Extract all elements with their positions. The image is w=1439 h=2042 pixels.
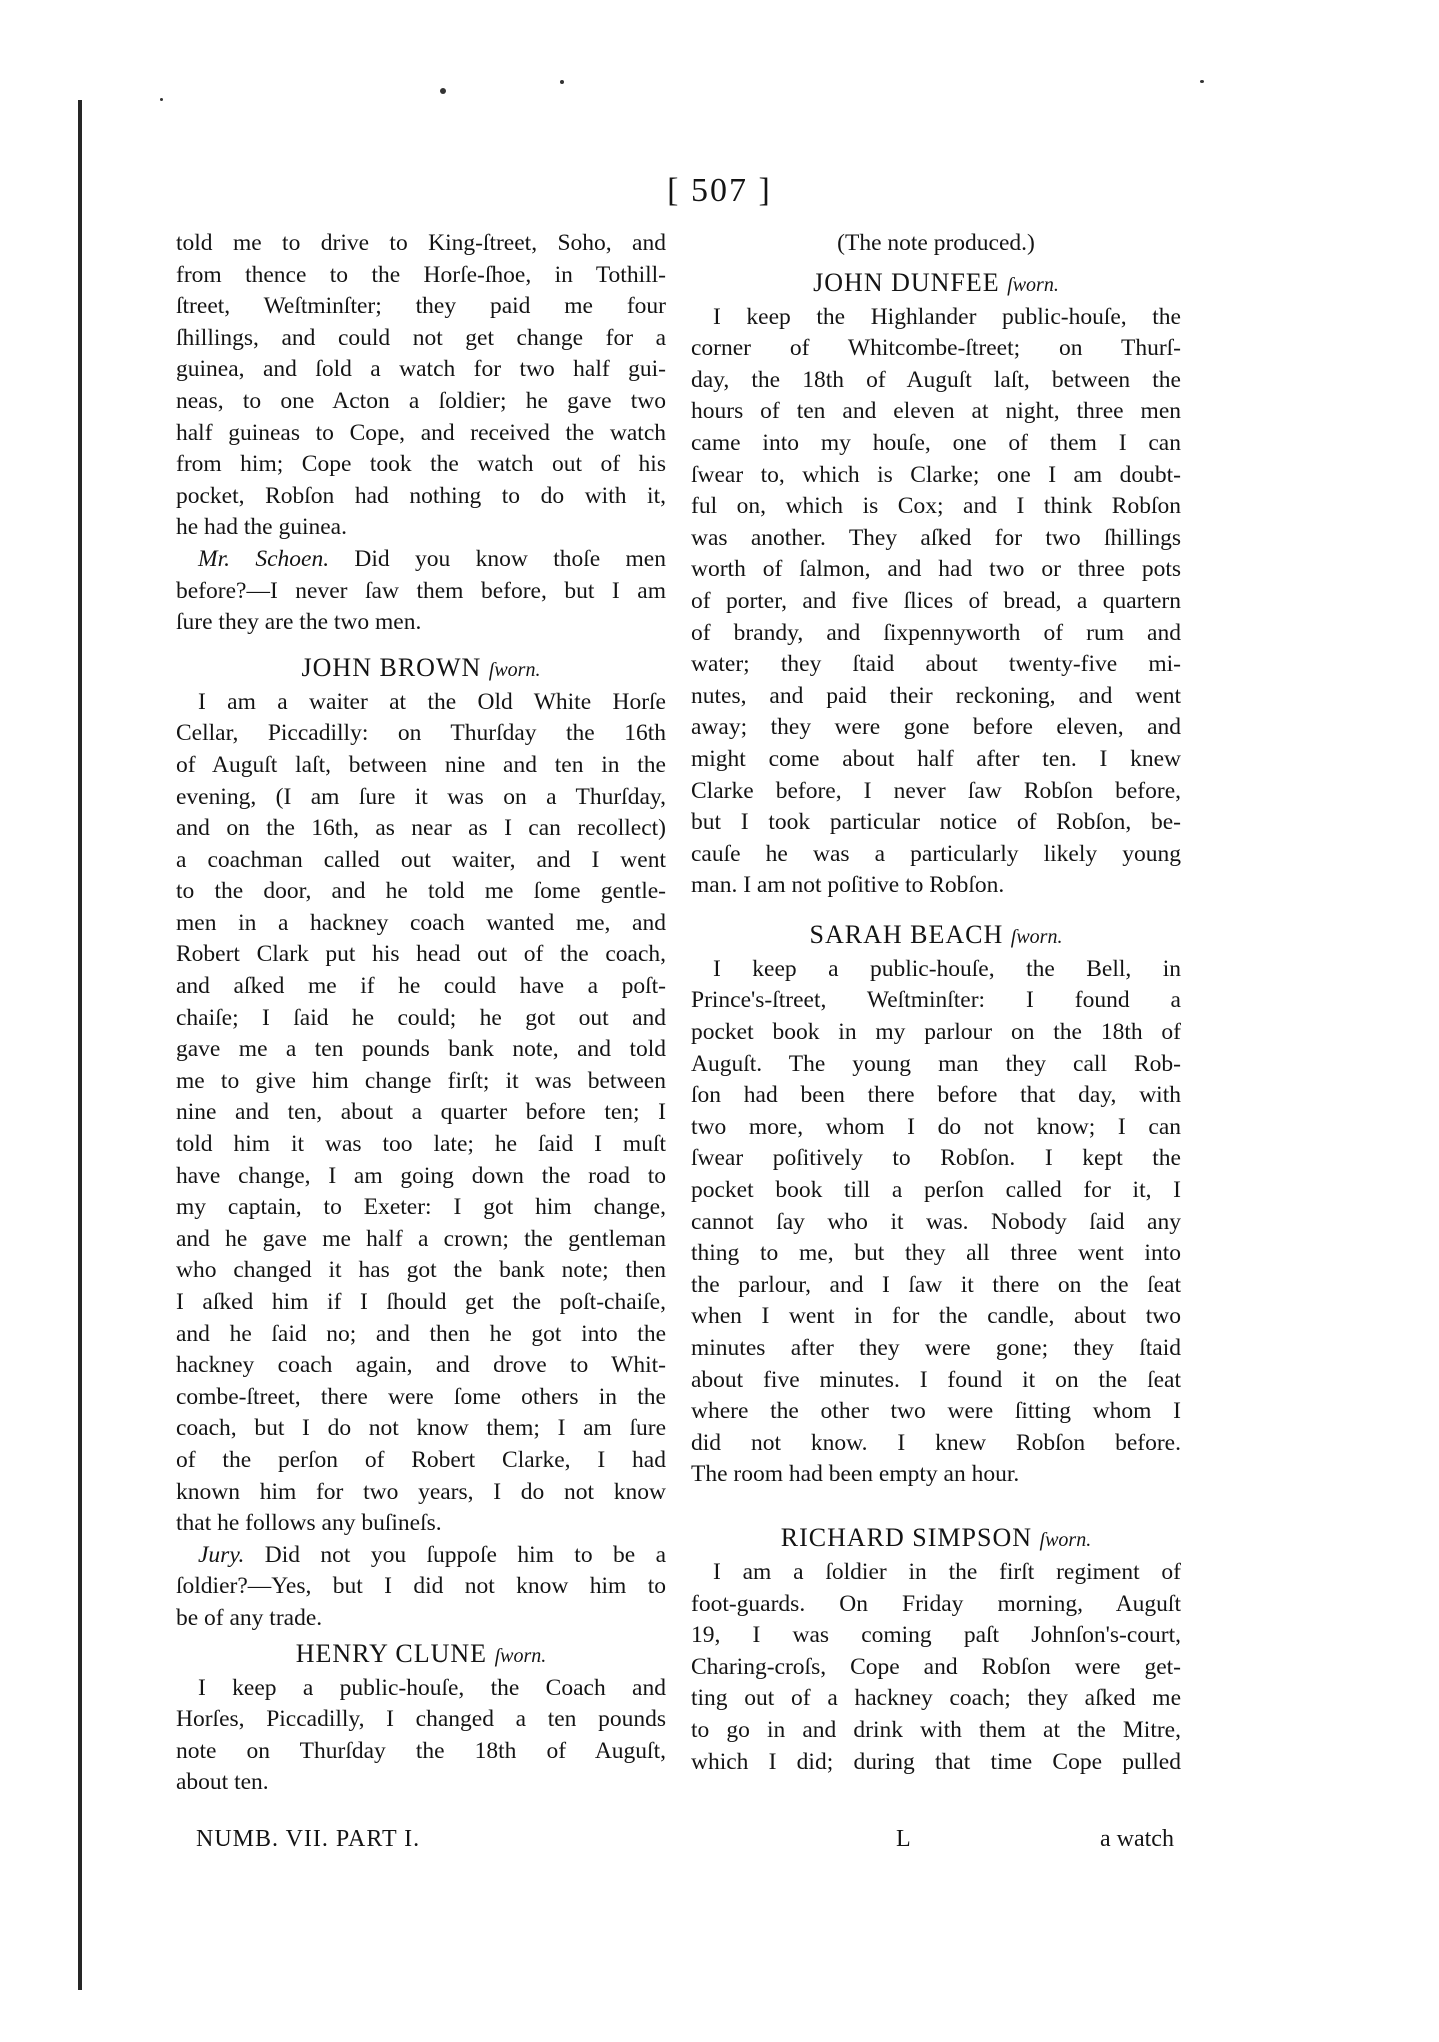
- text-line: thing to me, but they all three went into: [691, 1240, 1181, 1267]
- text-line: about ten.: [176, 1769, 269, 1796]
- text-line: was another. They aſked for two ſhillings: [691, 524, 1181, 551]
- text-line: 19, I was coming paſt Johnſon's-court,: [691, 1622, 1181, 1649]
- text-line: I keep a public-houſe, the Bell, in: [713, 955, 1181, 982]
- witness-name: RICHARD SIMPSON: [780, 1522, 1040, 1552]
- text-line: came into my houſe, one of them I can: [691, 429, 1181, 456]
- opening-paragraph: [176, 228, 666, 544]
- witness-name: HENRY CLUNE: [295, 1638, 495, 1668]
- text-line: day, the 18th of Auguſt laſt, between the: [691, 366, 1181, 393]
- witness-heading: [176, 1635, 666, 1673]
- text-line: nutes, and paid their reckoning, and went: [691, 682, 1181, 709]
- right-column: [691, 228, 1181, 1778]
- witness-heading: [691, 1519, 1181, 1557]
- witness-heading: [691, 264, 1181, 302]
- text-line: [176, 544, 666, 576]
- text-line: Robert Clark put his head out of the coach,: [176, 941, 666, 968]
- testimony-paragraph: [691, 954, 1181, 1491]
- left-column: [176, 228, 666, 1799]
- text-line: the parlour, and I ſaw it there on the ſeat: [691, 1271, 1181, 1298]
- sworn-label: ſworn.: [1039, 1528, 1092, 1551]
- text-line: of brandy, and ſixpennyworth of rum and: [691, 619, 1181, 646]
- signature-line: NUMB. VII. PART I.: [196, 1826, 421, 1852]
- text-line: Auguſt. The young man they call Rob-: [691, 1050, 1181, 1077]
- text-line: Cellar, Piccadilly: on Thurſday the 16th: [176, 720, 666, 747]
- text-line: men in a hackney coach wanted me, and: [176, 909, 666, 936]
- text-line: ſon had been there before that day, with: [691, 1082, 1181, 1109]
- text-line: pocket, Robſon had nothing to do with it,: [176, 482, 666, 509]
- text-line: hours of ten and eleven at night, three men: [691, 398, 1181, 425]
- question-paragraph: [176, 544, 666, 639]
- sworn-label: ſworn.: [1007, 273, 1059, 296]
- text-line: which I did; during that time Cope pulled: [691, 1748, 1181, 1775]
- text-line: I am a waiter at the Old White Horſe: [198, 688, 666, 715]
- signature-mark: L: [896, 1826, 911, 1852]
- text-line: ful on, which is Cox; and I think Robſon: [691, 493, 1181, 520]
- text-line: I am a ſoldier in the firſt regiment of: [713, 1558, 1181, 1585]
- witness-name: SARAH BEACH: [809, 919, 1011, 949]
- text-line: worth of ſalmon, and had two or three pots: [691, 556, 1181, 583]
- text-line: I keep the Highlander public-houſe, the: [713, 303, 1181, 330]
- text-line: half guineas to Cope, and received the watch: [176, 419, 666, 446]
- text-line: I keep a public-houſe, the Coach and: [198, 1674, 666, 1701]
- text-line: who changed it has got the bank note; then: [176, 1257, 666, 1284]
- sworn-label: ſworn.: [1010, 925, 1063, 948]
- text-line: Charing-croſs, Cope and Robſon were get-: [691, 1653, 1181, 1680]
- text-line: that he follows any buſineſs.: [176, 1510, 442, 1537]
- text-line: evening, (I am ſure it was on a Thurſday,: [176, 783, 666, 810]
- text-line: foot-guards. On Friday morning, Auguſt: [691, 1590, 1181, 1617]
- text-line: ſhillings, and could not get change for a: [176, 324, 666, 351]
- testimony-paragraph: [691, 1557, 1181, 1778]
- text-fragment: Did you know thoſe men: [329, 545, 666, 572]
- speaker-label: Mr. Schoen.: [198, 545, 330, 572]
- text-line: corner of Whitcombe-ſtreet; on Thurſ-: [691, 335, 1181, 362]
- text-line: coach, but I do not know them; I am ſure: [176, 1415, 666, 1442]
- text-line: me to give him change firſt; it was between: [176, 1067, 666, 1094]
- text-line: chaiſe; I ſaid he could; he got out and: [176, 1004, 666, 1031]
- sworn-label: ſworn.: [494, 1644, 547, 1667]
- text-line: from thence to the Horſe-ſhoe, in Tothill-: [176, 261, 666, 288]
- text-line: away; they were gone before eleven, and: [691, 714, 1181, 741]
- text-line: note on Thurſday the 18th of Auguſt,: [176, 1737, 666, 1764]
- text-line: Horſes, Piccadilly, I changed a ten pounds: [176, 1706, 666, 1733]
- text-line: he had the guinea.: [176, 514, 347, 541]
- scan-speck: [560, 80, 564, 84]
- text-line: pocket book till a perſon called for it, I: [691, 1177, 1181, 1204]
- text-line: ſwear to, which is Clarke; one I am doubt-: [691, 461, 1181, 488]
- text-line: when I went in for the candle, about two: [691, 1303, 1181, 1330]
- text-line: gave me a ten pounds bank note, and told: [176, 1036, 666, 1063]
- text-line: nine and ten, about a quarter before ten; I: [176, 1099, 666, 1126]
- text-line: known him for two years, I do not know: [176, 1478, 666, 1505]
- scan-speck: [440, 88, 446, 94]
- text-line: pocket book in my parlour on the 18th of: [691, 1019, 1181, 1046]
- note-produced: (The note produced.): [837, 230, 1035, 256]
- text-line: ſtreet, Weſtminſter; they paid me four: [176, 293, 666, 320]
- text-line: before?—I never ſaw them before, but I am: [176, 577, 666, 604]
- text-fragment: Did not you ſuppoſe him to be a: [244, 1541, 666, 1568]
- page-number: [ 507 ]: [667, 172, 772, 209]
- text-line: of Auguſt laſt, between nine and ten in the: [176, 751, 666, 778]
- sworn-label: ſworn.: [488, 658, 541, 681]
- text-line: [176, 1540, 666, 1572]
- text-line: two more, whom I do not know; I can: [691, 1113, 1181, 1140]
- witness-name: JOHN BROWN: [301, 652, 489, 682]
- text-line: ſure they are the two men.: [176, 609, 422, 636]
- text-line: told him it was too late; he ſaid I muſt: [176, 1131, 666, 1158]
- text-line: and he ſaid no; and then he got into the: [176, 1320, 666, 1347]
- catchword: a watch: [1100, 1826, 1174, 1852]
- text-line: neas, to one Acton a ſoldier; he gave two: [176, 387, 666, 414]
- text-line: have change, I am going down the road to: [176, 1162, 666, 1189]
- text-line: The room had been empty an hour.: [691, 1461, 1020, 1488]
- text-line: of porter, and five ſlices of bread, a quartern: [691, 587, 1181, 614]
- text-line: of the perſon of Robert Clarke, I had: [176, 1446, 666, 1473]
- text-line: might come about half after ten. I knew: [691, 745, 1181, 772]
- witness-heading: [176, 649, 666, 687]
- scan-speck: [1200, 80, 1204, 83]
- text-line: told me to drive to King-ſtreet, Soho, and: [176, 230, 666, 256]
- text-line: and he gave me half a crown; the gentleman: [176, 1225, 666, 1252]
- text-line: minutes after they were gone; they ſtaid: [691, 1335, 1181, 1361]
- text-line: cauſe he was a particularly likely young: [691, 840, 1181, 867]
- text-line: cannot ſay who it was. Nobody ſaid any: [691, 1208, 1181, 1235]
- text-line: from him; Cope took the watch out of his: [176, 451, 666, 478]
- text-line: a coachman called out waiter, and I went: [176, 846, 666, 873]
- scan-speck: [160, 98, 163, 101]
- text-line: but I took particular notice of Robſon, be-: [691, 809, 1181, 836]
- text-line: ſoldier?—Yes, but I did not know him to: [176, 1573, 666, 1600]
- testimony-paragraph: [176, 1673, 666, 1799]
- testimony-paragraph: [691, 302, 1181, 902]
- text-line: guinea, and ſold a watch for two half gui-: [176, 356, 666, 383]
- text-line: to go in and drink with them at the Mitre,: [691, 1716, 1181, 1743]
- text-line: water; they ſtaid about twenty-five mi-: [691, 651, 1181, 678]
- scan-edge-line: [78, 100, 82, 1990]
- text-line: Prince's-ſtreet, Weſtminſter: I found a: [691, 987, 1181, 1014]
- text-line: Clarke before, I never ſaw Robſon before,: [691, 777, 1181, 804]
- text-line: combe-ſtreet, there were ſome others in the: [176, 1383, 666, 1410]
- text-line: my captain, to Exeter: I got him change,: [176, 1194, 666, 1221]
- text-line: ſwear poſitively to Robſon. I kept the: [691, 1145, 1181, 1172]
- text-line: and aſked me if he could have a poſt-: [176, 973, 666, 1000]
- speaker-label: Jury.: [198, 1541, 245, 1568]
- text-line: and on the 16th, as near as I can recollect): [176, 815, 666, 842]
- testimony-paragraph: [176, 687, 666, 1540]
- witness-heading: [691, 916, 1181, 954]
- text-line: about five minutes. I found it on the ſeat: [691, 1366, 1181, 1393]
- text-line: to the door, and he told me ſome gentle-: [176, 878, 666, 905]
- text-line: I aſked him if I ſhould get the poſt-chaiſe,: [176, 1289, 666, 1315]
- text-line: man. I am not poſitive to Robſon.: [691, 872, 1005, 899]
- jury-paragraph: [176, 1540, 666, 1635]
- witness-name: JOHN DUNFEE: [813, 267, 1008, 297]
- text-line: ting out of a hackney coach; they aſked me: [691, 1685, 1181, 1712]
- text-line: hackney coach again, and drove to Whit-: [176, 1352, 666, 1379]
- text-line: did not know. I knew Robſon before.: [691, 1429, 1181, 1456]
- text-line: be of any trade.: [176, 1604, 323, 1631]
- text-line: where the other two were ſitting whom I: [691, 1398, 1181, 1425]
